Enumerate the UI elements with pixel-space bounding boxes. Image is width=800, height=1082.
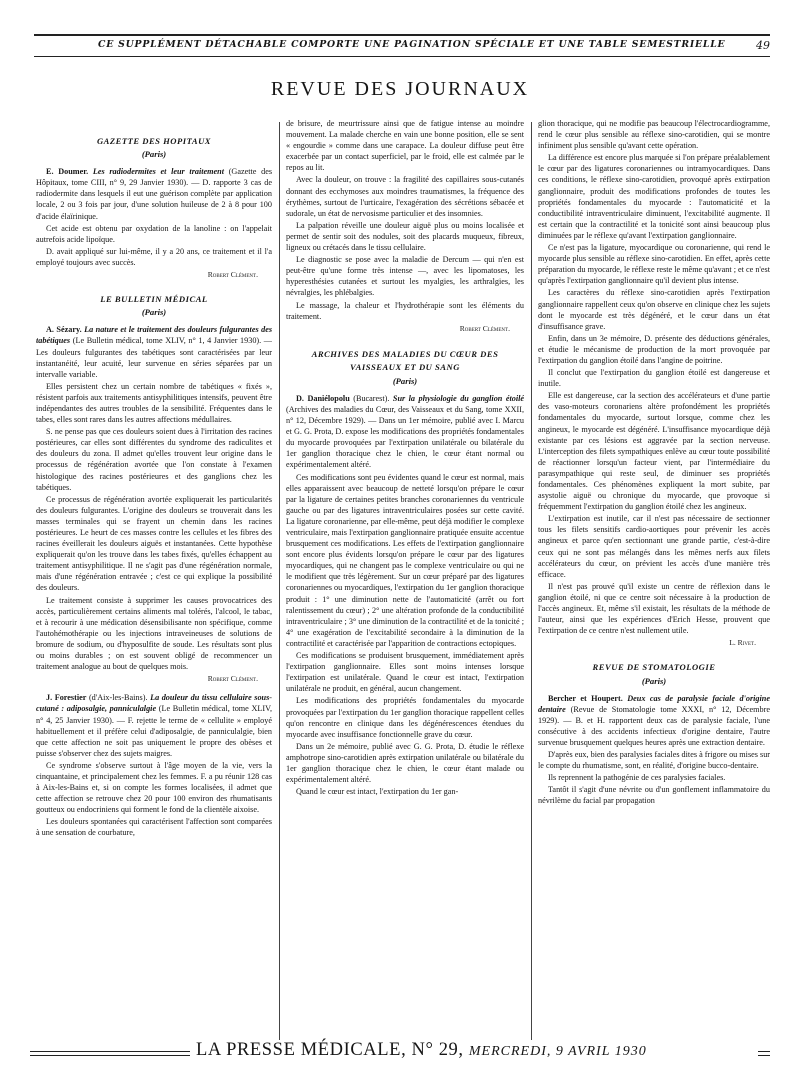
article-author: D. Daniélopolu [296, 393, 350, 403]
running-header [34, 34, 770, 57]
article-paragraph: La palpation réveille une douleur aiguë plus ou moins localisée et permet de sentir soit des nodules, soit des placards muqueux, fibreux, ligneux ou crétacés dans le tissu cellulaire. [286, 220, 524, 253]
signature: Robert Clément. [207, 270, 258, 280]
article-paragraph: Ce syndrome s'observe surtout à l'âge moyen de la vie, vers la cinquantaine, et principalement chez les femmes. F. a pu réunir 128 cas à Aix-les-Bains et, si on compte les formes localisées, il admet que cette affection se retrouve chez 20 pour 100 environ des rhumatisants goutteux ou endocriniens qui forment le fond de la clientèle aixoise. [36, 760, 272, 815]
article-location: (d'Aix-les-Bains). [88, 693, 148, 703]
article-paragraph [538, 693, 770, 748]
signature: L. Rivet. [729, 638, 756, 648]
article-title: La nature et le traitement des douleurs fulgurantes des tabétiques [36, 325, 272, 346]
article-paragraph: Dans un 2e mémoire, publié avec G. G. Prota, D. étudie le réflexe amphotrope sino-carotidien après extirpation unilatérale ou bilatérale du 1er ganglion thoracique chez le chien, le cœur étant malade ou expérimentalement altéré. [286, 741, 524, 785]
footer-rule [758, 1051, 770, 1056]
article-paragraph: Cet acide est obtenu par oxydation de la lanoline : on l'appelait autrefois acide lipoïque. [36, 223, 272, 244]
section-city: (Paris) [141, 307, 167, 318]
article-author: A. Sézary. [46, 325, 82, 335]
article-paragraph [286, 393, 524, 471]
article-paragraph: D'après eux, bien des paralysies faciales dites à frigore ou mises sur le compte du rhumatisme, sont, en réalité, d'origine bucco-dentaire. [538, 750, 770, 771]
article-paragraph [36, 324, 272, 379]
article-paragraph: Ce n'est pas la ligature, myocardique ou coronarienne, qui rend le myocarde plus sensible au réflexe sino-carotidien. En effet, après cette préparation du myocarde, le réflexe reste le même qu'avant ; et ce n'est qu'après l'extirpation ganglionnaire qu'il devient plus intense. [538, 243, 770, 286]
section-title: ARCHIVES DES MALADIES DU CŒUR DES VAISSEAUX ET DU SANG [311, 348, 499, 372]
page-number: 49 [756, 39, 770, 52]
column-1 [36, 122, 272, 1040]
page-title: REVUE DES JOURNAUX [270, 78, 530, 100]
article-paragraph: Les modifications des propriétés fondamentales du myocarde provoquées par l'extirpation du 1er ganglion thoracique rappellent celles qu'on rencontre en clinique dans les dégénérescences étendues du myocarde avec insuffisance fonctionnelle grave du cœur. [286, 696, 524, 739]
section-city: (Paris) [392, 375, 418, 386]
supplement-note: CE SUPPLÉMENT DÉTACHABLE COMPORTE UNE PAGINATION SPÉCIALE ET UNE TABLE SEMESTRIELLE [98, 39, 726, 50]
article-paragraph: glion thoracique, qui ne modifie pas beaucoup l'électrocardiogramme, rend le cœur plus sensible au réflexe sino-carotidien, qui se montre infiniment plus sensible qu'avant cette opération. [538, 119, 770, 151]
footer-rule [30, 1051, 190, 1056]
section-title: LE BULLETIN MÉDICAL [100, 294, 208, 305]
article-text: (Revue de Stomatologie tome XXXI, n° 12, Décembre 1929). — B. et H. rapportent deux cas de paralysie faciale, l'une consécutive à des accidents infectieux d'origine dentaire, l'autre survenue brusquement quelques heures après une extraction dentaire. [538, 704, 770, 747]
article-paragraph: Tantôt il s'agit d'une névrite ou d'un gonflement inflammatoire du névrilème du facial par propagation [538, 785, 770, 806]
article-paragraph: L'extirpation est inutile, car il n'est pas nécessaire de sectionner tous les filets sensitifs cardio-aortiques pour prévenir les accès angineux et parce qu'en sectionnant une grande partie, c'est-à-dire ceux qui ne sont pas mélangés dans les mêmes nerfs aux filets accélérateurs du cœur, on prévient les accès d'une manière très efficace. [538, 514, 770, 579]
column-2 [286, 118, 524, 1036]
article-paragraph: D. avait appliqué sur lui-même, il y a 20 ans, ce traitement et il l'a employé toujours avec succès. [36, 246, 272, 267]
article-paragraph: S. ne pense pas que ces douleurs soient dues à l'irritation des racines postérieures, car elles sont différentes du syndrome des radiculites et des douleurs du zona. Il admet qu'elles trouvent leur origine dans le processus de régénération avortée que l'on constate à l'examen histologique des racines postérieures et des ganglions chez les tabétiques. [36, 427, 272, 492]
section-title: REVUE DE STOMATOLOGIE [592, 662, 716, 673]
footer-text [196, 1040, 647, 1061]
signature: Robert Clément. [459, 323, 510, 333]
article-title: Deux cas de paralysie faciale d'origine dentaire [538, 693, 770, 714]
article-paragraph: Le massage, la chaleur et l'hydrothérapie sont les éléments du traitement. [286, 300, 524, 321]
article-paragraph: Avec la douleur, on trouve : la fragilité des capillaires sous-cutanés donnant des ecchymoses aux moindres traumatismes, la fréquence des érythèmes, surtout de l'urticaire, l'exagération des sécrétions sébacée et sudorale, un état de nervosisme particulier et des insomnies. [286, 175, 524, 218]
signature: Robert Clément. [207, 674, 258, 684]
article-paragraph: Enfin, dans un 3e mémoire, D. présente des déductions générales, et étudie le mécanisme de production de la mort provoquée par l'extirpation du ganglion étoilé dans l'angine de poitrine. [538, 333, 770, 365]
section-title: GAZETTE DES HOPITAUX [96, 136, 212, 146]
article-text: (Le Bulletin médical, tome XLIV, n° 4, 25 Janvier 1930). — F. rejette le terme de « cellulite » employé habituellement et il préfère celui d'adiposalgie, de panniculalgie, bien que cette affection ne soit pas uniquement le propre des obèses et puisse s'observer chez des sujets maigres. [36, 704, 272, 758]
article-paragraph: La différence est encore plus marquée si l'on prépare préalablement le cœur par des ligatures coronariennes ou intramyocardiques. Dans ces conditions, le réflexe sino-carotidien, provoqué après extirpation ganglionnaire, produit des modifications profondes de toutes les propriétés fondamentales du myocarde : l'automaticité et la conductibilité intraventriculaire diminuent, l'excitabilité augmente. Il est certain que la contractilité et la tonicité sont ainsi beaucoup plus diminuées par le réflexe qu'avant l'extirpation ganglionnaire. [538, 153, 770, 240]
article-paragraph: Quand le cœur est intact, l'extirpation du 1er gan- [296, 787, 459, 797]
issue-date: MERCREDI, 9 AVRIL 1930 [468, 1044, 647, 1059]
article-paragraph: de brisure, de meurtrissure ainsi que de fatigue intense au moindre mouvement. La malade cherche en vain une bonne position, elle se sent « engourdie » comme dans une carapace. La douleur diffuse peut être exacerbée par un contact superficiel, par le froid, elle est calmée par le repos au lit. [286, 119, 524, 173]
section-city: (Paris) [641, 675, 667, 686]
article-paragraph [36, 166, 272, 221]
article-author: J. Forestier [46, 693, 87, 703]
article-paragraph: Les douleurs spontanées qui caractérisent l'affection sont comparées à une sensation de courbature, [36, 817, 272, 838]
article-text: (Archives des maladies du Cœur, des Vaisseaux et du Sang, tome XXII, n° 12, Décembre 1929). — Dans un 1er mémoire, publié avec I. Marcu et G. G. Prota, D. expose les modifications des propriétés fondamentales du myocarde provoquées par l'extirpation unilatérale ou bilatérale du 1er ganglion thoracique chez le chien, le cœur étant normal ou expérimentalement altéré. [286, 404, 524, 470]
column-divider [279, 122, 280, 1040]
journal-name: LA PRESSE MÉDICALE, N° 29, [196, 1040, 464, 1060]
article-title: Les radiodermites et leur traitement [92, 167, 224, 177]
article-paragraph: Elles persistent chez un certain nombre de tabétiques « fixés », résistent parfois aux traitements antisyphilitiques intensifs, peuvent être indépendantes des autres troubles de la sensibilité. Fréquentes dans le tabes, elles sont rares dans les autres affections médullaires. [36, 381, 272, 425]
article-paragraph: Il n'est pas prouvé qu'il existe un centre de réflexion dans le ganglion étoilé, ni que ce centre soit nécessaire à la production de l'accès angineux. Et, même s'il existait, les résultats de la méthode de l'auteur, ainsi que les expériences d'Erich Hesse, prouvent que l'extirpation de ce centre n'est nullement utile. [538, 581, 770, 636]
article-paragraph [36, 692, 272, 759]
article-paragraph: Le diagnostic se pose avec la maladie de Dercum — qui n'en est peut-être qu'une forme très intense —, avec les lipomatoses, les hyperesthésies cutanées et surtout les myalgies, les arthralgies, les névralgies, les phlébalgies. [286, 255, 524, 298]
article-title: Sur la physiologie du ganglion étoilé [392, 393, 524, 403]
article-paragraph: Elle est dangereuse, car la section des accélérateurs et d'une partie des vaso-moteurs coronariens altère profondément les propriétés fondamentales du myocarde, surtout lorsque, comme chez les angineux, le myocarde est dégénéré. L'insuffisance myocardique déjà existante par ces lésions est aggravée par la section nerveuse. L'interception des filets sympathiques enlève au cœur toute possibilité de réactionner lorsqu'un facteur vient, par l'intermédiaire du parasympathique qui reste seul, de diminuer ses propriétés fondamentales. Ces phénomènes expliquent la mort subite, par asystolie aiguë ou chronique du myocarde, que provoque si fréquemment l'extirpation du ganglion étoilé chez les angineux. [538, 391, 770, 512]
article-paragraph: Ces modifications sont peu évidentes quand le cœur est normal, mais elles apparaissent avec beaucoup de netteté lorsqu'on prépare le cœur par la ligature de certaines petites branches coronariennes du ventricule gauche ou par des ligatures intraventriculaires posées sur cette cavité. La ligature coronarienne, par elle-même, peut déjà modifier le complexe ventriculaire, mais l'extirpation ganglionnaire pratiquée ensuite accentue brusquement ces modifications. Les effets de l'extirpation ganglionnaire sont encore plus évidents lorsqu'on prépare le cœur par des ligatures myocardiques, qui ne changent pas le complexe ventriculaire ou qui ne le modifient que très légèrement. Sur un cœur préparé par des ligatures coronariennes ou myocardiques, l'extirpation du 1er ganglion thoracique produit : 1° une diminution nette de l'automaticité (arrêt ou fort ralentissement du cœur) ; 2° une altération profonde de la conductibilité intraventriculaire ; 3° une diminution de la contractilité et de la tonicité ; 4° une exagération de l'excitabilité secondaire à la diminution de la contractilité et caractérisée par l'apparition de contractions ectopiques. [286, 472, 524, 648]
article-author: E. Doumer. [46, 167, 89, 177]
article-text: (Le Bulletin médical, tome XLIV, n° 1, 4 Janvier 1930). — Les douleurs fulgurantes des tabétiques sont caractérisées par leur instantanéité, leur acuité, leur survenue en séries séparées par un intervalle variable. [36, 336, 272, 379]
article-paragraph: Ces modifications se produisent brusquement, immédiatement après l'extirpation ganglionnaire. Elles sont moins intenses lorsque l'extirpation est unilatérale. Quand le cœur est intact, l'extirpation unilatérale ne produit, en général, aucun changement. [286, 651, 524, 694]
article-paragraph: Le traitement consiste à supprimer les causes provocatrices des accès, particulièrement certains aliments mal tolérés, l'alcool, le tabac, et à recourir à une médication désensibilisante non spécifique, comme l'autohémothérapie ou les injections intraveineuses de solutions de bromure de sodium, ou d'hyposulfite de soude. Les résultats sont plus ou moins durables ; on est souvent obligé de recommencer un traitement analogue au bout de quelques mois. [36, 595, 272, 672]
article-paragraph: Les caractères du réflexe sino-carotidien après l'extirpation ganglionnaire rappellent ceux qu'on observe en clinique chez les sujets dont le myocarde est très dégénéré, et le cœur dans un état d'insuffisance grave. [538, 288, 770, 331]
article-location: (Bucarest). [353, 393, 390, 403]
section-city: (Paris) [141, 149, 167, 160]
article-author: Bercher et Houpert. [548, 693, 623, 703]
article-paragraph: Il conclut que l'extirpation du ganglion étoilé est dangereuse et inutile. [538, 368, 770, 389]
article-paragraph: Ils reprennent la pathogénie de ces paralysies faciales. [548, 773, 726, 783]
article-title: La douleur du tissu cellulaire sous-cutané : adiposalgie, panniculalgie [36, 693, 272, 714]
page-footer [30, 1040, 770, 1064]
article-paragraph: Ce processus de régénération avortée expliquerait les particularités des douleurs fulgurantes. L'origine des douleurs se trouverait dans les masses terminales qui se frayent un chemin dans les racines postérieures. Le heurt de ces masses contre les cellules et les fibres des racines éveillerait les douleurs aiguës et instantanées. Cette hypothèse expliquerait qu'on les trouve dans les tabes fixés, qu'elles échappent au traitement antisyphilitique. Il ne s'agit pas d'une régénération normale, mais d'une régénération entravée ; c'est ce qui explique la possibilité des douleurs. [36, 494, 272, 593]
column-divider [531, 122, 532, 1040]
article-text: (Gazette des Hôpitaux, tome CIII, n° 9, 29 Janvier 1930). — D. rapporte 3 cas de radiodermite dans lesquels il eut une guérison complète par application locale, 2 ou 3 fois par jour, d'une solution huileuse de 2 à 8 pour 100 d'acide élaïrinique. [36, 167, 272, 221]
column-3 [538, 118, 770, 1036]
